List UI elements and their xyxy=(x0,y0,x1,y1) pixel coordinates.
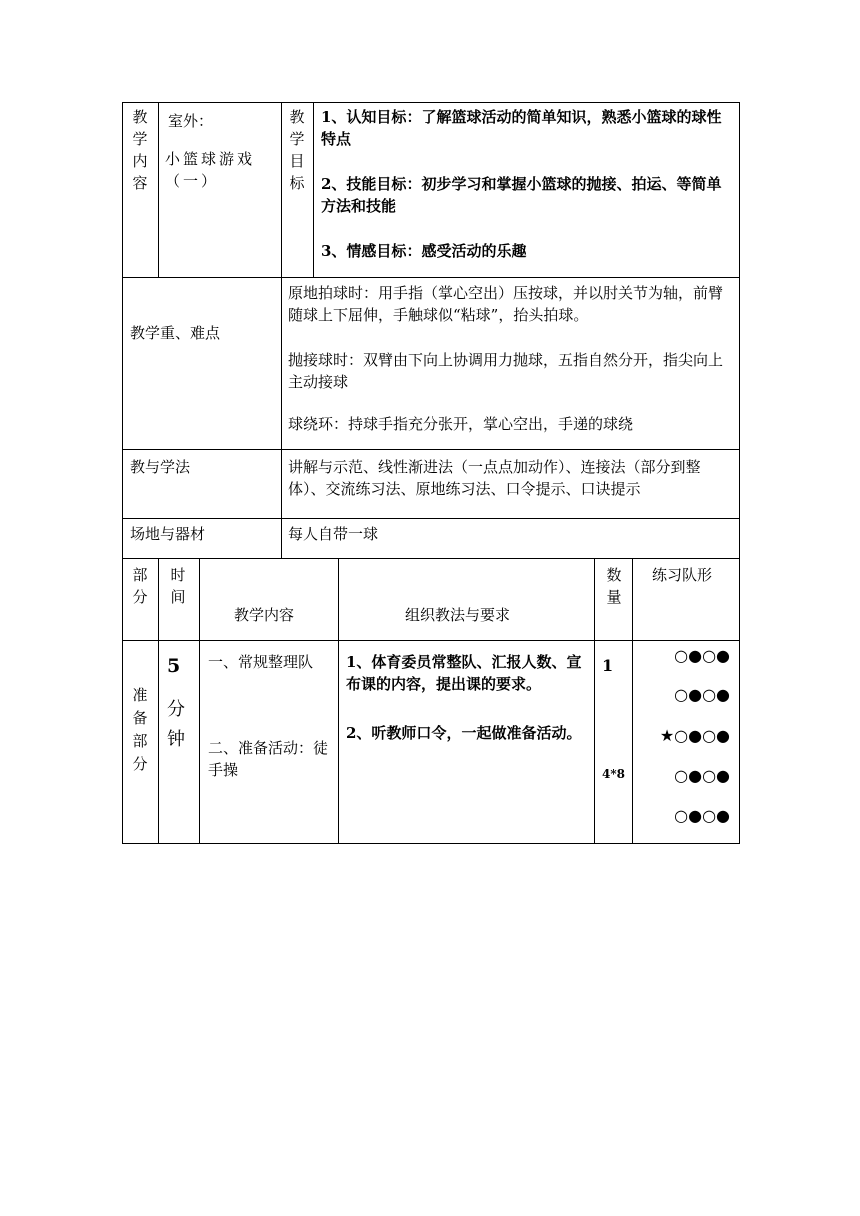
objective-1: 1、认知目标：了解篮球活动的简单知识，熟悉小篮球的球性特点 xyxy=(321,108,722,148)
row-org-1: 1、体育委员常整队、汇报人数、宣布课的内容，提出课的要求。 xyxy=(346,653,582,693)
row-qty-1: 1 xyxy=(602,656,614,675)
row-time-unit: 分钟 xyxy=(167,699,185,750)
key-point-2: 抛接球时：双臂由下向上协调用力抛球，五指自然分开，指尖向上主动接球 xyxy=(288,351,724,391)
header-content: 教学内容 xyxy=(234,606,295,624)
formation-line: ○●○● xyxy=(674,685,730,704)
objective-2: 2、技能目标：初步学习和掌握小篮球的抛接、拍运、等简单方法和技能 xyxy=(321,175,722,215)
col-divider xyxy=(313,102,314,277)
methods-label: 教与学法 xyxy=(130,458,191,476)
row-time-num: 5 xyxy=(167,655,181,677)
col-divider xyxy=(158,102,159,277)
row-divider xyxy=(122,558,740,559)
formation-line: ○●○● xyxy=(674,766,730,785)
objective-3: 3、情感目标：感受活动的乐趣 xyxy=(321,242,527,260)
header-time: 时间 xyxy=(170,566,186,606)
content-value-line1: 室外： xyxy=(168,112,214,130)
header-part: 部分 xyxy=(132,566,148,606)
venue-label: 场地与器材 xyxy=(130,525,206,543)
row-content-2: 二、准备活动：徒手操 xyxy=(208,739,329,779)
objective-label: 教学目标 xyxy=(289,108,305,192)
row-part: 准备部分 xyxy=(132,686,148,773)
key-point-1: 原地拍球时：用手指（掌心空出）压按球，并以肘关节为轴，前臂随球上下屈伸，手触球似“粘球”，抬头拍球。 xyxy=(288,284,724,324)
content-value-line2: 小篮球游戏（一） xyxy=(165,150,256,190)
header-quantity: 数量 xyxy=(606,566,622,606)
row-org-2: 2、听教师口令，一起做准备活动。 xyxy=(346,724,582,742)
key-points-label: 教学重、难点 xyxy=(130,324,221,342)
formation-line: ★○●○● xyxy=(659,726,730,745)
col-divider xyxy=(281,277,282,558)
key-point-3: 球绕环：持球手指充分张开，掌心空出，手递的球绕 xyxy=(288,415,634,433)
col-divider xyxy=(158,558,159,844)
row-divider xyxy=(122,277,740,278)
row-content-1: 一、常规整理队 xyxy=(208,653,314,671)
formation-line: ○●○● xyxy=(674,646,730,665)
row-divider xyxy=(122,449,740,450)
venue-value: 每人自带一球 xyxy=(288,525,379,543)
col-divider xyxy=(281,102,282,277)
col-divider xyxy=(338,558,339,844)
col-divider xyxy=(199,558,200,844)
row-divider xyxy=(122,640,740,641)
row-qty-2: 4*8 xyxy=(602,767,625,781)
methods-value: 讲解与示范、线性渐进法（一点点加动作）、连接法（部分到整体）、交流练习法、原地练习法、口令提示、口诀提示 xyxy=(288,458,701,498)
formation-line: ○●○● xyxy=(674,806,730,825)
header-formation: 练习队形 xyxy=(652,566,713,584)
content-label: 教学内容 xyxy=(132,108,148,192)
row-divider xyxy=(122,518,740,519)
col-divider xyxy=(594,558,595,844)
header-organization: 组织教法与要求 xyxy=(405,606,511,624)
